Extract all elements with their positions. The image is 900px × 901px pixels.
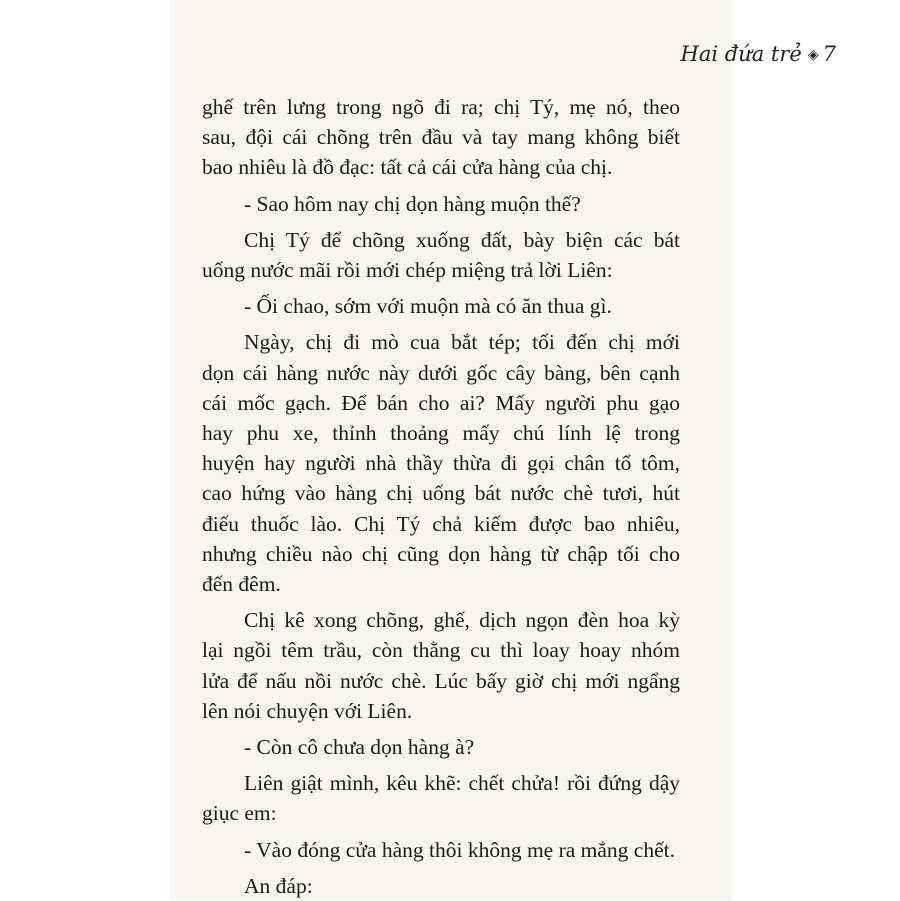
text-line: lửa để nấu nồi nước chè. Lúc bấy giờ chị mới ngẩng	[202, 668, 680, 693]
text-line: dọn cái hàng nước này dưới gốc cây bàng, bên cạnh	[202, 360, 680, 385]
page-number: 7	[822, 42, 836, 66]
text-line: Liên giật mình, kêu khẽ: chết chửa! rồi đứng dậy	[244, 771, 680, 796]
text-line: bao nhiêu là đồ đạc: tất cả cái cửa hàng của chị.	[202, 155, 613, 180]
text-line: - Vào đóng cửa hàng thôi không mẹ ra mắng chết.	[244, 837, 675, 862]
text-line: - Còn cô chưa dọn hàng à?	[244, 735, 475, 760]
text-line: điếu thuốc lào. Chị Tý chả kiếm được bao nhiêu,	[202, 511, 680, 536]
text-line: hay phu xe, thỉnh thoảng mấy chú lính lệ trong	[202, 421, 680, 446]
text-line: Chị kê xong chõng, ghế, dịch ngọn đèn hoa kỳ	[244, 608, 680, 633]
text-line: - Sao hôm nay chị dọn hàng muộn thế?	[244, 191, 581, 216]
text-line: lên nói chuyện với Liên.	[202, 698, 413, 723]
text-line: Ngày, chị đi mò cua bắt tép; tối đến chị mới	[244, 330, 680, 355]
body-text	[202, 92, 680, 901]
text-line: huyện hay người nhà thầy thừa đi gọi chân tổ tôm,	[202, 451, 680, 476]
text-line: uống nước mãi rồi mới chép miệng trả lời Liên:	[202, 258, 613, 283]
text-line: - Ối chao, sớm với muộn mà có ăn thua gì.	[244, 294, 612, 319]
text-line: giục em:	[202, 801, 277, 826]
text-line: cao hứng vào hàng chị uống bát nước chè tươi, hút	[202, 481, 680, 506]
text-line: nhưng chiều nào chị cũng dọn hàng từ chập tối cho	[202, 541, 680, 566]
text-line: An đáp:	[244, 873, 313, 898]
text-line: Chị Tý để chõng xuống đất, bày biện các bát	[244, 227, 680, 252]
text-line: cái mốc gạch. Để bán cho ai? Mấy người phu gạo	[202, 390, 680, 415]
header-title: Hai đứa trẻ	[680, 42, 802, 66]
text-line: sau, đội cái chõng trên đầu và tay mang không biết	[202, 125, 680, 150]
text-line: ghế trên lưng trong ngõ đi ra; chị Tý, mẹ nó, theo	[202, 95, 680, 119]
text-line: đến đêm.	[202, 572, 281, 597]
ornament-icon: ◈	[807, 47, 819, 63]
text-line: lại ngồi têm trầu, còn thằng cu thì loay hoay nhóm	[202, 638, 680, 663]
running-header	[681, 42, 836, 66]
